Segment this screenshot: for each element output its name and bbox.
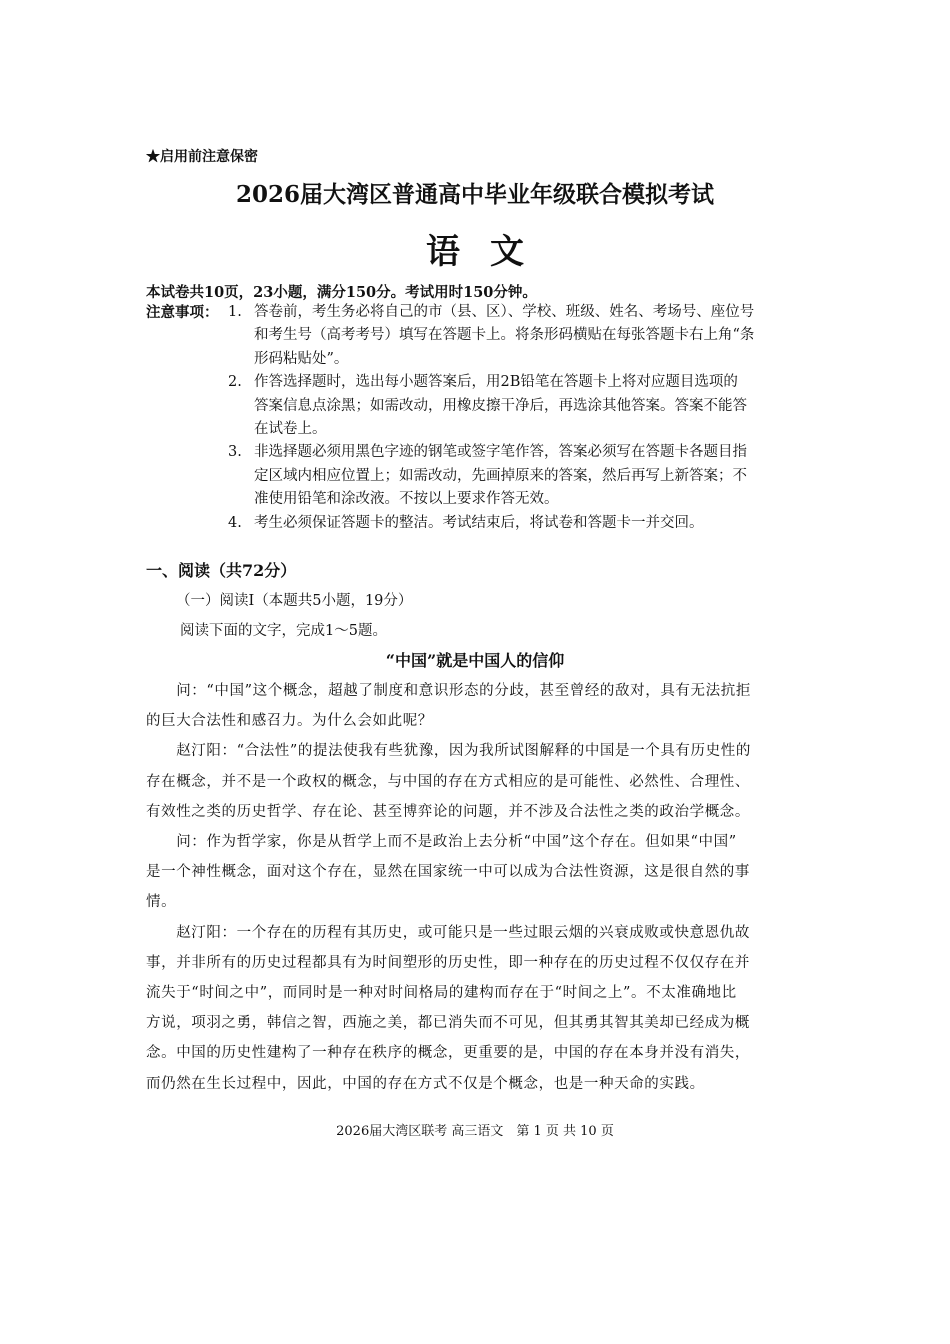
note-item <box>228 371 754 441</box>
note-line: 准使用铅笔和涂改液。不按以上要求作答无效。 <box>254 491 559 508</box>
exam-title: 2026届大湾区普通高中毕业年级联合模拟考试 <box>235 181 714 208</box>
paragraph-line: 情。 <box>146 894 177 911</box>
paragraph-line: 念。中国的历史性建构了一种存在秩序的概念，更重要的是，中国的存在本身并没有消失， <box>146 1045 750 1062</box>
note-item <box>228 301 754 371</box>
article-body <box>146 676 751 1099</box>
paragraph-line: 是一个神性概念，面对这个存在，显然在国家统一中可以成为合法性资源，这是很自然的事 <box>146 864 750 881</box>
paragraph-line: 赵汀阳：“合法性”的提法使我有些犹豫，因为我所试图解释的中国是一个具有历史性的 <box>146 743 751 760</box>
notes-label: 注意事项： <box>146 304 219 321</box>
note-line: 形码粘贴处”。 <box>254 350 349 367</box>
subsection-heading: （一）阅读I（本题共5小题，19分） <box>176 593 413 609</box>
paragraph-line: 赵汀阳：一个存在的历程有其历史，或可能只是一些过眼云烟的兴衰成败或快意恩仇故 <box>146 924 750 941</box>
note-item <box>228 512 754 535</box>
article-paragraph <box>146 736 751 827</box>
paragraph-line: 的巨大合法性和感召力。为什么会如此呢？ <box>146 713 433 730</box>
article-paragraph <box>146 918 751 1099</box>
notes-section <box>146 301 754 535</box>
note-number: 3. <box>228 444 242 461</box>
note-line: 和考生号（高考考号）填写在答题卡上。将条形码横贴在每张答题卡右上角“条 <box>254 327 755 344</box>
reading-instruction: 阅读下面的文字，完成1～5题。 <box>180 623 387 639</box>
page-footer: 2026届大湾区联考 高三语文 第 1 页 共 10 页 <box>336 1124 614 1139</box>
note-line: 考生必须保证答题卡的整洁。考试结束后，将试卷和答题卡一并交回。 <box>254 514 704 531</box>
note-number: 1. <box>228 304 242 320</box>
note-number: 4. <box>228 514 242 531</box>
notes-list <box>146 301 754 535</box>
note-line: 作答选择题时，选出每小题答案后，用2B铅笔在答题卡上将对应题目选项的 <box>254 374 738 391</box>
paragraph-line: 有效性之类的历史哲学、存在论、甚至博弈论的问题，并不涉及合法性之类的政治学概念。 <box>146 803 750 820</box>
note-line: 在试卷上。 <box>254 421 327 438</box>
note-line: 答案信息点涂黑；如需改动，用橡皮擦干净后，再选涂其他答案。答案不能答 <box>254 397 747 414</box>
note-number: 2. <box>228 374 242 391</box>
article-paragraph <box>146 827 751 918</box>
paragraph-line: 问：“中国”这个概念，超越了制度和意识形态的分歧，甚至曾经的敌对，具有无法抗拒 <box>146 683 751 699</box>
paragraph-line: 存在概念，并不是一个政权的概念，与中国的存在方式相应的是可能性、必然性、合理性、 <box>146 773 750 790</box>
section-heading: 一、阅读（共72分） <box>146 561 297 580</box>
paragraph-line: 方说，项羽之勇，韩信之智，西施之美，都已消失而不可见，但其勇其智其美却已经成为概 <box>146 1015 750 1032</box>
subject-title: 语文 <box>426 232 554 272</box>
note-item <box>228 441 754 511</box>
note-line: 定区域内相应位置上；如需改动，先画掉原来的答案，然后再写上新答案；不 <box>254 467 747 484</box>
paragraph-line: 事，并非所有的历史过程都具有为时间塑形的历史性，即一种存在的历史过程不仅仅存在并 <box>146 954 750 971</box>
note-line: 答卷前，考生务必将自己的市（县、区）、学校、班级、姓名、考场号、座位号 <box>254 304 755 320</box>
article-paragraph <box>146 676 751 736</box>
paragraph-line: 问：作为哲学家，你是从哲学上而不是政治上去分析“中国”这个存在。但如果“中国” <box>146 834 737 851</box>
article-title: “中国”就是中国人的信仰 <box>385 651 565 670</box>
paragraph-line: 而仍然在生长过程中，因此，中国的存在方式不仅是个概念，也是一种天命的实践。 <box>146 1075 705 1092</box>
exam-info: 本试卷共10页，23小题，满分150分。考试用时150分钟。 <box>146 284 537 301</box>
confidential-notice: ★启用前注意保密 <box>146 149 258 165</box>
paragraph-line: 流失于“时间之中”，而同时是一种对时间格局的建构而存在于“时间之上”。不太准确地比 <box>146 985 737 1002</box>
note-line: 非选择题必须用黑色字迹的钢笔或签字笔作答，答案必须写在答题卡各题目指 <box>254 444 747 461</box>
